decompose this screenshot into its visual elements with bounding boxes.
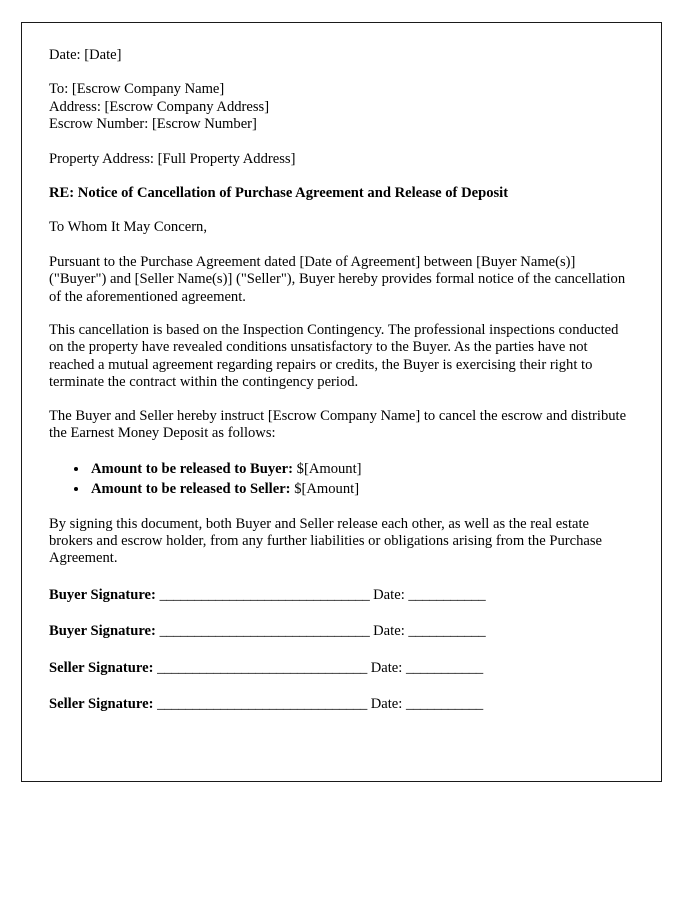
list-item: [89, 459, 631, 479]
buyer-release-amount: $[Amount]: [296, 460, 362, 477]
recipient-block: [49, 81, 631, 133]
seller-release-label: Amount to be released to Seller:: [91, 480, 291, 497]
signature-label: Seller Signature:: [49, 659, 154, 676]
date-line[interactable]: ___________: [405, 695, 483, 712]
date-line[interactable]: ___________: [405, 659, 483, 676]
date-label: Date:: [373, 623, 405, 640]
recipient-escrow-number-line: Escrow Number: [Escrow Number]: [49, 116, 257, 133]
document-page: [21, 22, 662, 782]
signature-label: Buyer Signature:: [49, 623, 156, 640]
date-line[interactable]: ___________: [408, 586, 486, 603]
date-line: Date: [Date]: [49, 47, 122, 63]
signature-line[interactable]: ______________________________: [159, 623, 370, 640]
date-line[interactable]: ___________: [408, 623, 486, 640]
paragraph-escrow-instruction: The Buyer and Seller hereby instruct [Escrow Company Name] to cancel the escrow and distribute the Earnest Money Deposit as follows:: [49, 407, 627, 442]
signature-line[interactable]: ______________________________: [157, 659, 368, 676]
paragraph-inspection-contingency: This cancellation is based on the Inspection Contingency. The professional inspections conducted on the property have revealed conditions unsatisfactory to the Buyer. As the parties have not reached a mutual agreement regarding repairs or credits, the Buyer is exercising their right to terminate the contract within the contingency period.: [49, 322, 619, 391]
signature-block: [49, 587, 631, 714]
salutation: To Whom It May Concern,: [49, 219, 207, 236]
buyer-release-label: Amount to be released to Buyer:: [91, 460, 293, 477]
paragraph-cancellation-notice: Pursuant to the Purchase Agreement dated [Date of Agreement] between [Buyer Name(s)] ("Buyer") and [Seller Name(s)] ("Seller"), Buyer hereby provides formal notice of the cancellation of the aforementioned agreement.: [49, 253, 626, 305]
signature-label: Seller Signature:: [49, 695, 154, 712]
signature-row-seller-2: [49, 696, 631, 713]
property-address-line: Property Address: [Full Property Address]: [49, 150, 296, 167]
recipient-address-line: Address: [Escrow Company Address]: [49, 98, 270, 115]
signature-row-buyer-2: [49, 623, 631, 640]
date-label: Date:: [370, 695, 403, 712]
recipient-to-line: To: [Escrow Company Name]: [49, 81, 225, 98]
date-label: Date:: [373, 586, 405, 603]
signature-line[interactable]: ______________________________: [157, 695, 368, 712]
paragraph-mutual-release: By signing this document, both Buyer and Seller release each other, as well as the real estate brokers and escrow holder, from any further liabilities or obligations arising from the Purchase Agreement.: [49, 515, 603, 567]
signature-label: Buyer Signature:: [49, 586, 156, 603]
signature-row-seller-1: [49, 660, 631, 677]
seller-release-amount: $[Amount]: [294, 480, 360, 497]
deposit-distribution-list: [49, 459, 631, 499]
date-label: Date:: [370, 659, 403, 676]
signature-line[interactable]: ______________________________: [159, 586, 370, 603]
signature-row-buyer-1: [49, 587, 631, 604]
subject-line: RE: Notice of Cancellation of Purchase Agreement and Release of Deposit: [49, 185, 509, 202]
document-body: [22, 23, 661, 713]
list-item: [89, 479, 631, 499]
